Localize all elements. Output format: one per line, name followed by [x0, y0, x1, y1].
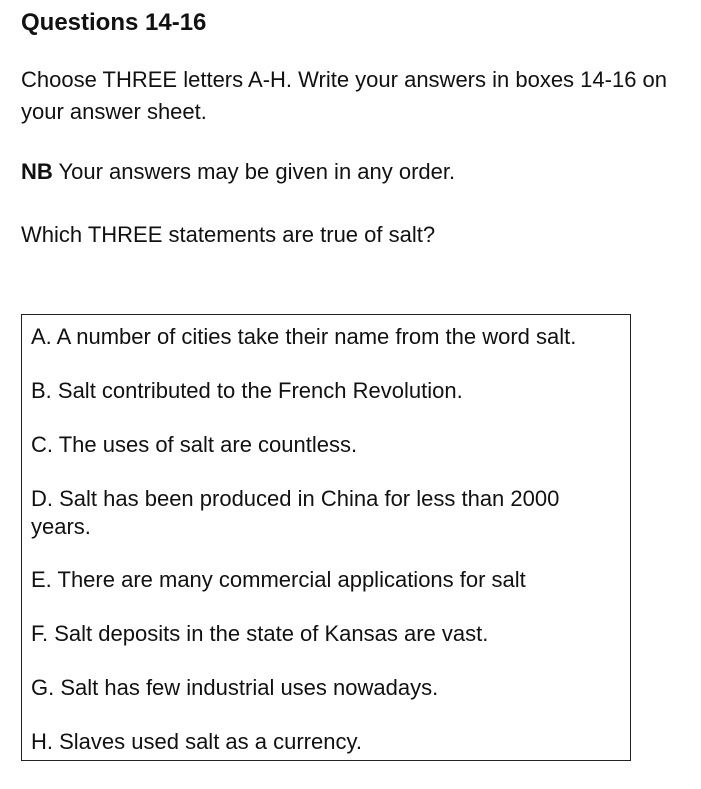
option-h: H. Slaves used salt as a currency.: [31, 729, 362, 754]
instructions-text: Choose THREE letters A-H. Write your answers in boxes 14-16 on your answer sheet.: [21, 67, 668, 124]
option-b: B. Salt contributed to the French Revolution.: [31, 378, 463, 403]
note-paragraph: [21, 156, 691, 188]
option-a: A. A number of cities take their name from the word salt.: [31, 324, 577, 349]
option-e: E. There are many commercial applications for salt: [31, 567, 526, 592]
note-text: Your answers may be given in any order.: [52, 159, 456, 184]
options-list: [21, 314, 631, 761]
option-g: G. Salt has few industrial uses nowadays.: [31, 675, 439, 700]
option-d: D. Salt has been produced in China for less than 2000 years.: [31, 486, 560, 539]
option-c: C. The uses of salt are countless.: [31, 432, 358, 457]
note-label: NB: [21, 159, 53, 184]
question-group-heading: Questions 14-16: [21, 9, 207, 36]
question-text: Which THREE statements are true of salt?: [21, 222, 436, 247]
option-f: F. Salt deposits in the state of Kansas are vast.: [31, 621, 489, 646]
